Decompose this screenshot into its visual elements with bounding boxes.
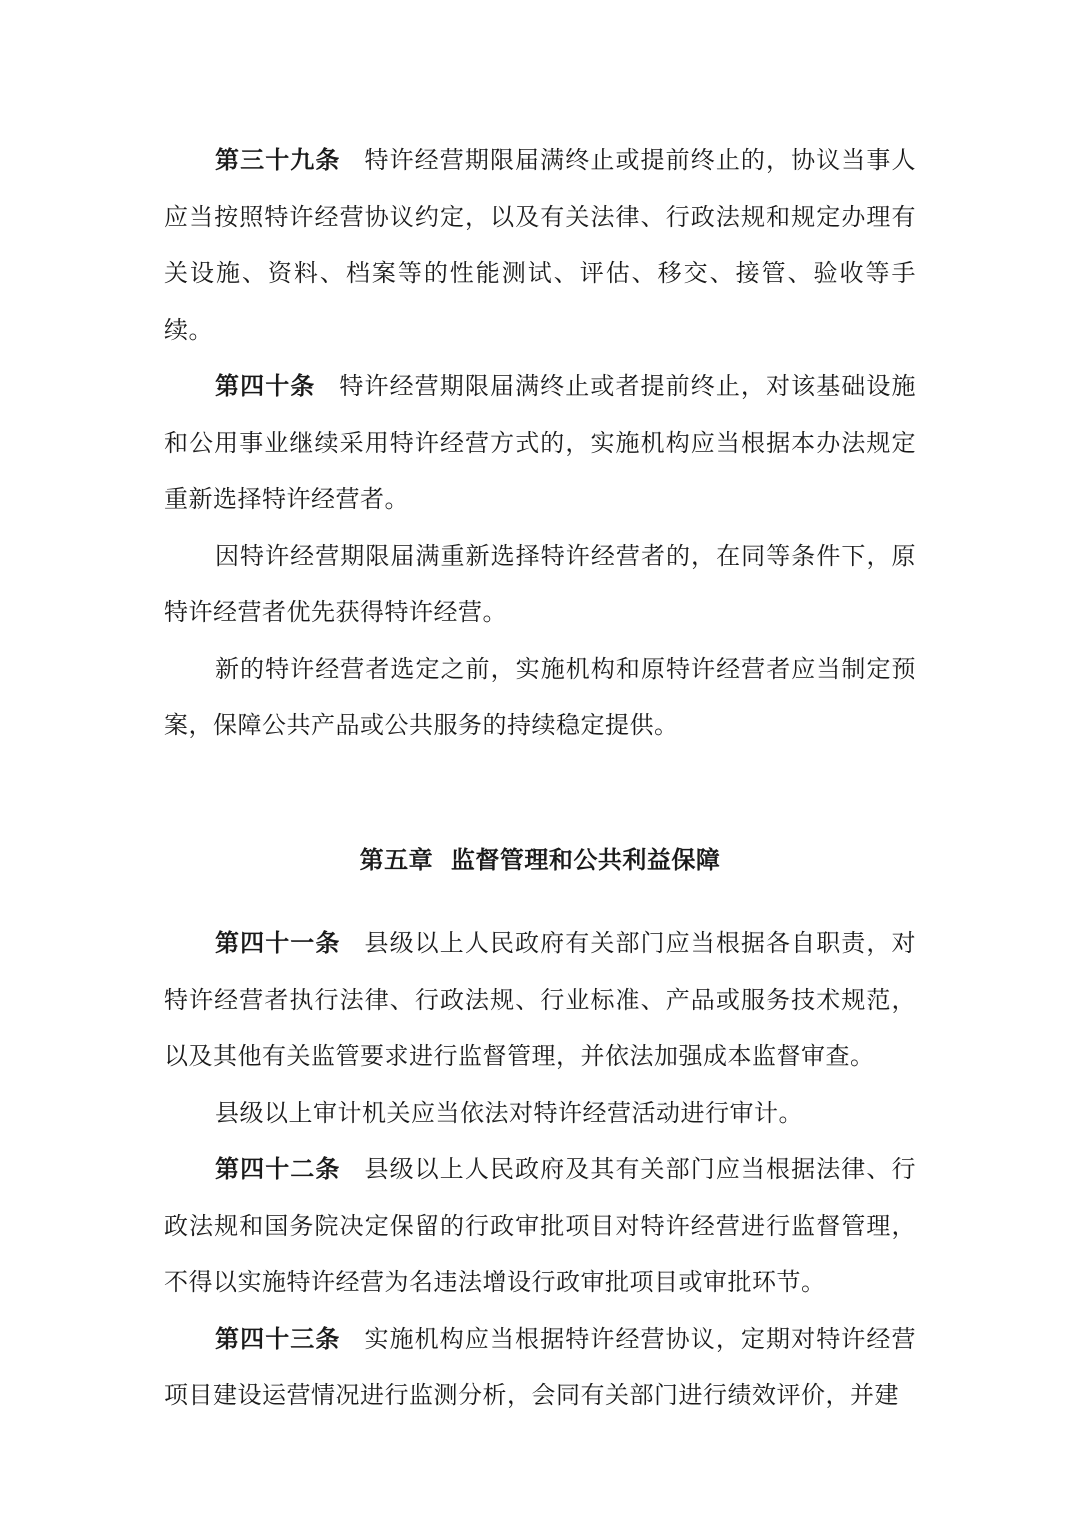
article-41-text: 县级以上人民政府有关部门应当根据各自职责，对特许经营者执行法律、行政法规、行业标准、产品或服务技术规范，以及其他有关监管要求进行监督管理，并依法加强成本监督审查。 [164, 929, 917, 1070]
article-40-paragraph-3: 新的特许经营者选定之前，实施机构和原特许经营者应当制定预案，保障公共产品或公共服务的持续稳定提供。 [164, 654, 916, 739]
article-39-heading: 第三十九条 [215, 146, 341, 174]
article-41-heading: 第四十一条 [215, 929, 341, 957]
article-42-heading: 第四十二条 [215, 1155, 341, 1183]
document-body [164, 132, 916, 1424]
article-42 [164, 1141, 916, 1311]
article-39-text: 特许经营期限届满终止或提前终止的，协议当事人应当按照特许经营协议约定，以及有关法律、行政法规和规定办理有关设施、资料、档案等的性能测试、评估、移交、接管、验收等手续。 [164, 146, 917, 344]
article-43 [164, 1311, 916, 1424]
article-39 [164, 132, 916, 358]
article-42-text: 县级以上人民政府及其有关部门应当根据法律、行政法规和国务院决定保留的行政审批项目对特许经营进行监督管理，不得以实施特许经营为名违法增设行政审批项目或审批环节。 [164, 1155, 917, 1296]
article-40-paragraph-2: 因特许经营期限届满重新选择特许经营者的，在同等条件下，原特许经营者优先获得特许经营。 [164, 541, 916, 626]
article-43-text: 实施机构应当根据特许经营协议，定期对特许经营项目建设运营情况进行监测分析，会同有关部门进行绩效评价，并建 [164, 1324, 917, 1409]
article-40 [164, 358, 916, 528]
article-40-text: 特许经营期限届满终止或者提前终止，对该基础设施和公用事业继续采用特许经营方式的，实施机构应当根据本办法规定重新选择特许经营者。 [164, 372, 917, 513]
article-41 [164, 915, 916, 1085]
article-40-heading: 第四十条 [215, 372, 316, 400]
article-43-heading: 第四十三条 [215, 1324, 341, 1353]
chapter-5-title: 第五章 监督管理和公共利益保障 [359, 845, 721, 874]
article-41-paragraph-2: 县级以上审计机关应当依法对特许经营活动进行审计。 [215, 1098, 803, 1127]
